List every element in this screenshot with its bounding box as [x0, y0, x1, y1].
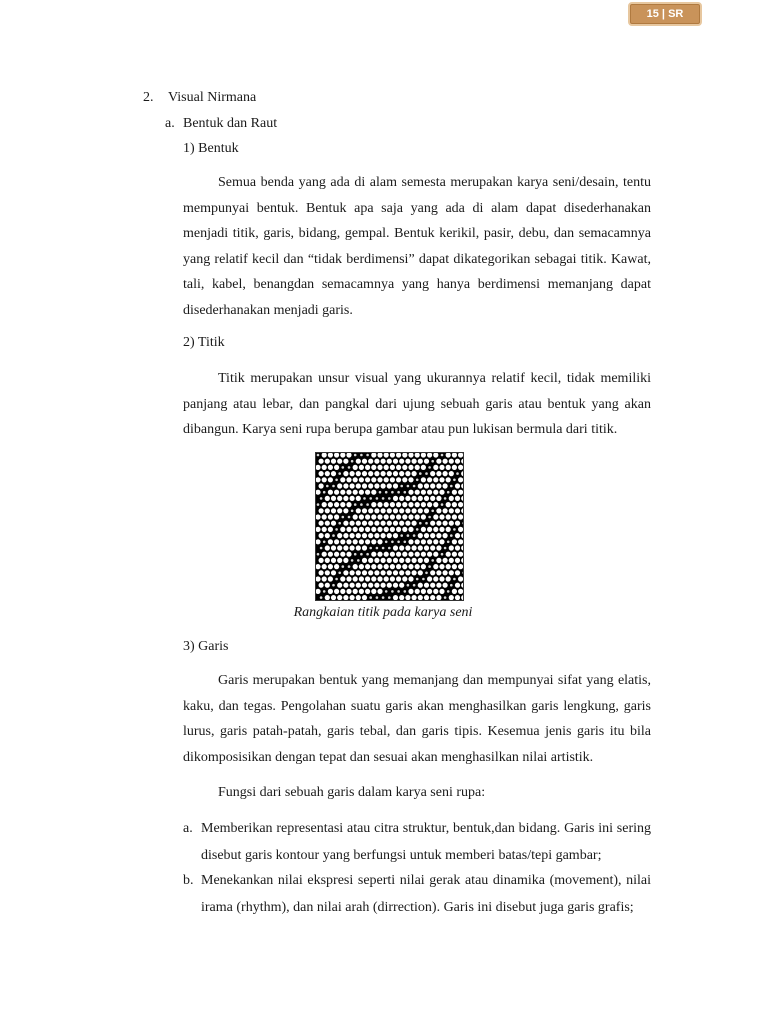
functions-intro: Fungsi dari sebuah garis dalam karya seni rupa:: [218, 785, 486, 800]
page-number-badge: 15 | SR: [628, 2, 702, 26]
paragraph-titik: Titik merupakan unsur visual yang ukurannya relatif kecil, tidak memiliki panjang atau lebar, dan pangkal dari ujung sebuah garis atau bentuk yang akan dibangun. Karya seni rupa berupa gambar atau pun lukisan bermula dari titik.: [183, 371, 651, 437]
list-marker: a.: [183, 821, 193, 836]
list-marker: b.: [183, 873, 194, 888]
subsection-title: Bentuk dan Raut: [183, 116, 278, 131]
section-heading: [143, 89, 256, 107]
item-heading-titik: 2) Titik: [183, 335, 225, 350]
subsection-marker: a.: [165, 116, 175, 131]
section-number: 2.: [143, 90, 154, 105]
list-item: [183, 815, 651, 869]
list-text: Menekankan nilai ekspresi seperti nilai gerak atau dinamika (movement), nilai irama (rhythm), dan nilai arah (dirrection). Garis ini disebut juga garis grafis;: [201, 873, 651, 915]
figure-caption: Rangkaian titik pada karya seni: [293, 605, 473, 620]
list-text: Memberikan representasi atau citra struktur, bentuk,dan bidang. Garis ini sering disebut garis kontour yang berfungsi untuk memberi batas/tepi gambar;: [201, 821, 651, 863]
section-title: Visual Nirmana: [168, 90, 257, 105]
item-heading-garis: 3) Garis: [183, 639, 229, 654]
paragraph-bentuk: Semua benda yang ada di alam semesta merupakan karya seni/desain, tentu mempunyai bentuk. Bentuk apa saja yang ada di alam dapat disederhanakan menjadi titik, garis, bidang, gempal. Bentuk kerikil, pasir, debu, dan semacamnya yang relatif kecil dan “tidak berdimensi” dapat dikategorikan sebagai titik. Kawat, tali, kabel, benangdan semacamnya yang hanya berdimensi memanjang dapat disederhanakan menjadi garis.: [183, 175, 651, 318]
subsection-heading: [165, 115, 277, 133]
item-heading-bentuk: 1) Bentuk: [183, 141, 239, 156]
list-item: [183, 867, 651, 921]
dot-pattern-figure: [315, 452, 464, 601]
paragraph-garis: Garis merupakan bentuk yang memanjang dan mempunyai sifat yang elatis, kaku, dan tegas. Pengolahan suatu garis akan menghasilkan garis lengkung, garis lurus, garis patah-patah, garis tebal, dan garis tipis. Kesemua jenis garis itu bila dikomposisikan dengan tepat dan sesuai akan menghasilkan nilai artistik.: [183, 673, 651, 765]
